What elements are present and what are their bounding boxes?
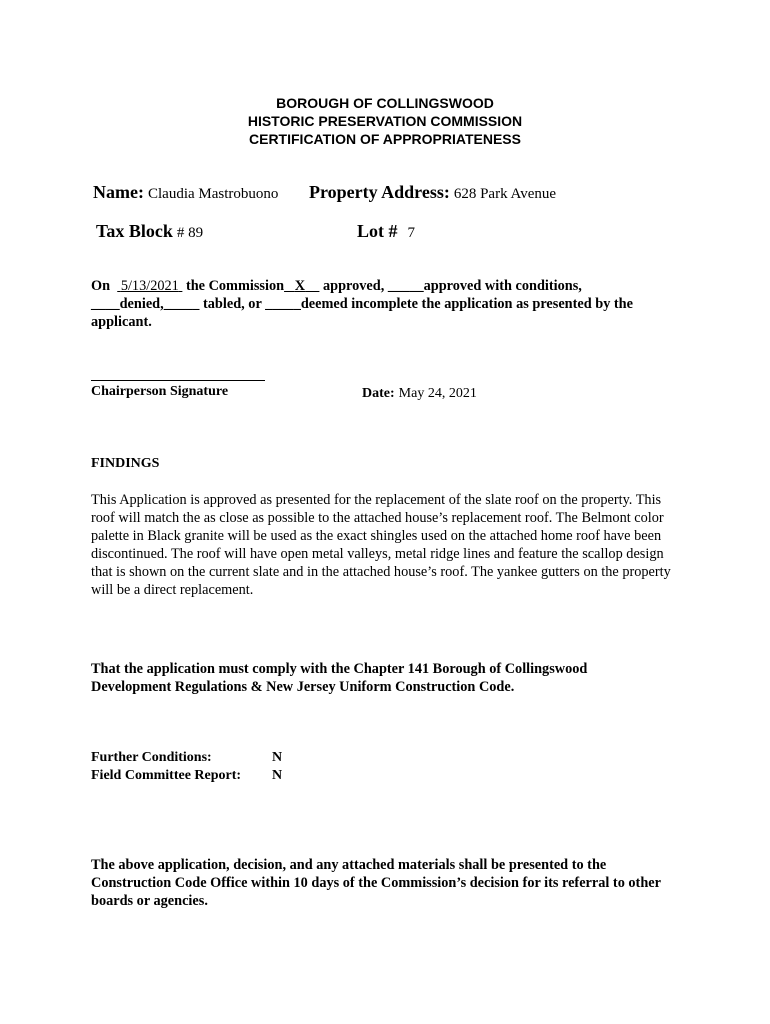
closing-statement: The above application, decision, and any attached materials shall be presented to the Construction Code Office within 10 days of the Commission’s decision for its referral to other boards or agencies. [91,857,661,909]
name-label: Name: [93,182,144,202]
field-committee-value: N [272,768,283,783]
further-conditions-label: Further Conditions: [91,750,212,765]
lot-row [357,221,415,242]
address-row [309,182,556,203]
taxblock-row [96,221,203,242]
lot-label: Lot # [357,221,398,241]
decision-statement [91,277,691,331]
conditions-text: approved with conditions, [423,278,582,294]
address-value: 628 Park Avenue [453,186,557,202]
document-header [0,94,770,148]
signature-line [91,380,265,381]
decision-date: 5/13/2021 [120,278,179,294]
header-borough: BOROUGH OF COLLINGSWOOD [276,95,494,111]
field-committee-label: Field Committee Report: [91,768,242,783]
lot-value: 7 [407,225,415,241]
signature-date-row [362,384,477,402]
header-certification: CERTIFICATION OF APPROPRIATENESS [249,131,521,147]
name-value: Claudia Mastrobuono [147,186,279,202]
header-commission: HISTORIC PRESERVATION COMMISSION [247,113,523,129]
incomplete-text: deemed incomplete the application as presented by the applicant. [91,296,637,330]
name-row [93,182,278,203]
taxblock-value: # 89 [176,225,204,241]
approved-text: approved, [319,278,388,294]
approved-mark: X [294,278,306,294]
compliance-statement: That the application must comply with the Chapter 141 Borough of Collingswood Development Regulations & New Jersey Uniform Construction Code. [91,661,588,695]
incomplete-blank: _____ [265,296,301,312]
tabled-text: tabled, or [199,296,266,312]
findings-heading: FINDINGS [91,456,160,471]
denied-text: denied, [119,296,164,312]
denied-blank: ____ [91,296,120,312]
conditions-blank: _____ [387,278,424,294]
further-conditions-value: N [272,750,283,765]
commission-text: the Commission [182,278,285,294]
tabled-blank: _____ [163,296,200,312]
address-label: Property Address: [309,182,450,202]
taxblock-label: Tax Block [96,221,173,241]
signature-date-value: May 24, 2021 [398,386,477,401]
chair-signature-label: Chairperson Signature [91,384,229,399]
findings-body: This Application is approved as presented for the replacement of the slate roof on the property. This roof will match the as close as possible to the attached house’s replacement roof. The Belmont color palette in Black granite will be used as the exact shingles used on the attached home roof have been discontinued. The roof will have open metal valleys, metal ridge lines and feature the scallop design that is shown on the current slate and in the attached house’s roof. The yankee gutters on the property will be a direct replacement. [91,492,671,598]
on-label: On [91,278,111,294]
signature-date-label: Date: [362,386,395,401]
